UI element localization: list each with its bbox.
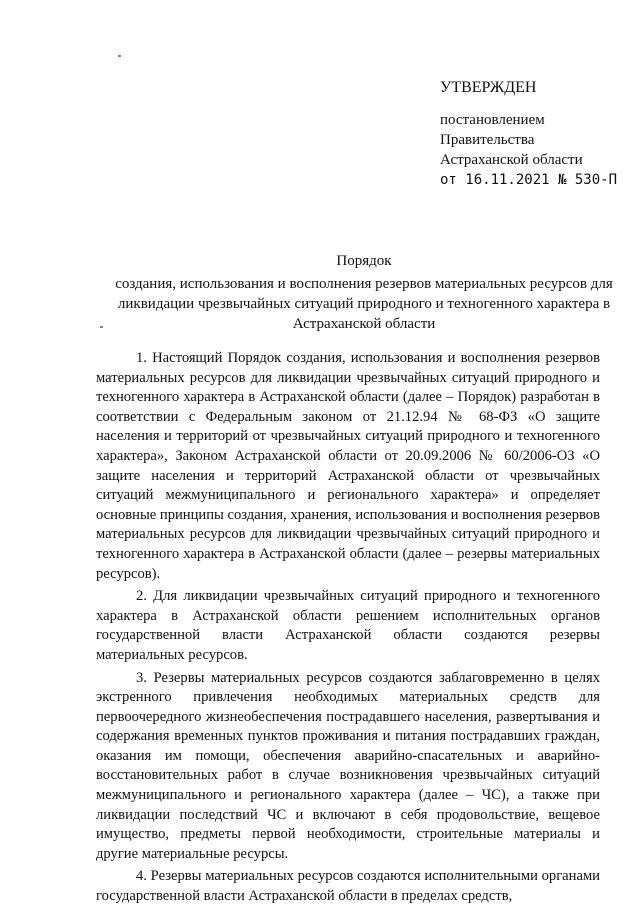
scan-speck xyxy=(118,55,121,57)
approval-stamp-block xyxy=(440,78,630,190)
approval-line: Правительства xyxy=(440,132,535,148)
document-body xyxy=(96,349,600,910)
paragraph-1: 1. Настоящий Порядок создания, использования и восполнения резервов материальных ресурсов для ликвидации чрезвычайных ситуаций природного и техногенного характера в Астраханской области (далее – Порядок) разработан в соответствии с Федеральным законом от 21.12.94 № 68-ФЗ «О защите населения и территорий от чрезвычайных ситуаций природного и техногенного характера», Законом Астраханской области от 20.09.2006 № 60/2006-ОЗ «О защите населения и территорий Астраханской области от чрезвычайных ситуаций межмуниципального и регионального характера» и определяет основные принципы создания, хранения, использования и восполнения резервов материальных ресурсов для ликвидации чрезвычайных ситуаций природного и техногенного характера в Астраханской области (далее – резервы материальных ресурсов). xyxy=(96,350,600,582)
approval-line: постановлением xyxy=(440,112,545,128)
paragraph-2: 2. Для ликвидации чрезвычайных ситуаций природного и техногенного характера в Астраханской области решением исполнительных органов государственной власти Астраханской области создаются резервы материальных ресурсов. xyxy=(96,588,600,663)
approval-heading: УТВЕРЖДЕН xyxy=(440,79,537,96)
document-title-block xyxy=(94,251,634,334)
approval-date-number: от 16.11.2021 № 530-П xyxy=(440,172,618,188)
paragraph-3: 3. Резервы материальных ресурсов создаются заблаговременно в целях экстренного привлечения необходимых материальных средств для первоочередного жизнеобеспечения пострадавшего населения, развертывания и содержания временных пунктов проживания и питания пострадавших граждан, оказания им помощи, обеспечения аварийно-спасательных и аварийно-восстановительных работ в случае возникновения чрезвычайных ситуаций межмуниципального и регионального характера (далее – ЧС), а также при ликвидации последствий ЧС и включают в себя продовольствие, вещевое имущество, предметы первой необходимости, строительные материалы и другие материальные ресурсы. xyxy=(96,669,600,862)
document-title: Порядок xyxy=(336,253,392,269)
document-subtitle: создания, использования и восполнения резервов материальных ресурсов для ликвидации чрезвычайных ситуаций природного и техногенного характера в Астраханской области xyxy=(115,276,613,332)
paragraph-4: 4. Резервы материальных ресурсов создаются исполнительными органами государственной власти Астраханской области в пределах средств, xyxy=(96,868,600,905)
approval-line: Астраханской области xyxy=(440,152,583,168)
